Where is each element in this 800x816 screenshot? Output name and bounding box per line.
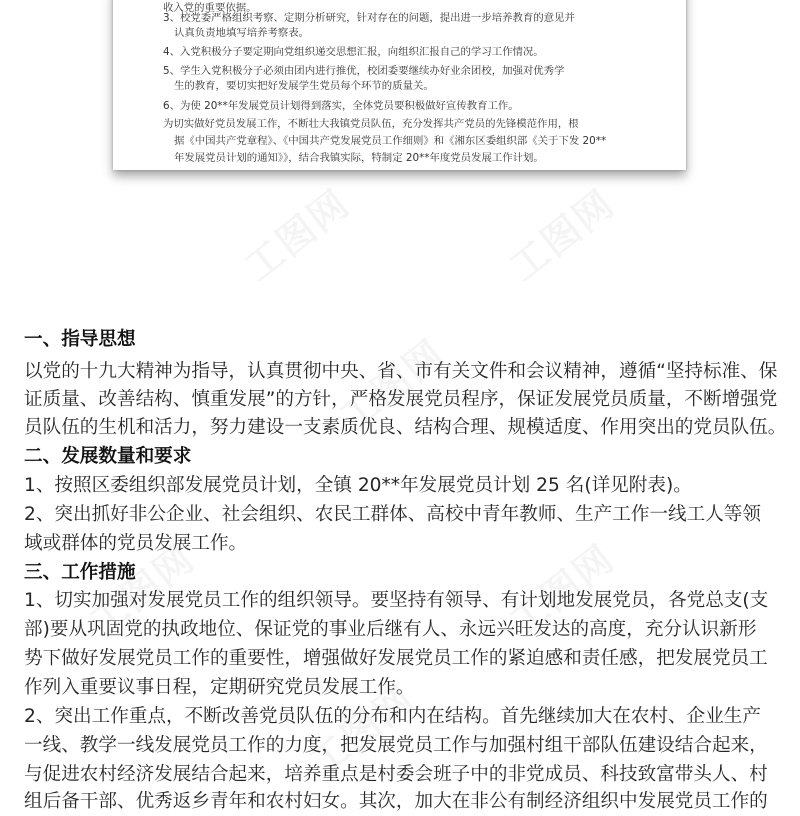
paragraph-line: 以党的十九大精神为指导，认真贯彻中央、省、市有关文件和会议精神，遵循“坚持标准、保 bbox=[24, 361, 778, 382]
paragraph-line: 一线、教学一线发展党员工作的力度，把发展党员工作与加强村组干部队伍建设结合起来， bbox=[24, 735, 768, 756]
section-heading: 二、发展数量和要求 bbox=[24, 446, 192, 467]
paragraph-line: 部)要从巩固党的执政地位、保证党的事业后继有人、永远兴旺发达的高度，充分认识新形 bbox=[24, 619, 757, 640]
paragraph-line: 组后备干部、优秀返乡青年和农村妇女。其次，加大在非公有制经济组织中发展党员工作的 bbox=[24, 791, 768, 812]
preview-line: 3、校党委严格组织考察、定期分析研究，针对存在的问题，提出进一步培养教育的意见并 bbox=[163, 12, 575, 24]
section-heading: 三、工作措施 bbox=[24, 562, 136, 583]
preview-line: 收入党的重要依据。 bbox=[163, 2, 257, 14]
preview-line: 认真负责地填写培养考察表。 bbox=[174, 27, 310, 39]
paragraph-line: 2、突出抓好非公企业、社会组织、农民工群体、高校中青年教师、生产工作一线工人等领 bbox=[24, 504, 761, 525]
preview-line: 为切实做好党员发展工作，不断壮大我镇党员队伍，充分发挥共产党员的先锋模范作用，根 bbox=[163, 118, 579, 130]
preview-line: 据《中国共产党章程》、《中国共产党发展党员工作细则》和《湘东区委组织部《关于下发 20** bbox=[174, 135, 607, 147]
paragraph-line: 证质量、改善结构、慎重发展”的方针，严格发展党员程序，保证发展党员质量，不断增强党 bbox=[24, 389, 778, 410]
preview-line: 5、学生入党积极分子必须由团内进行推优，校团委要继续办好业余团校，加强对优秀学 bbox=[163, 65, 565, 77]
paragraph-line: 1、切实加强对发展党员工作的组织领导。要坚持有领导、有计划地发展党员，各党总支(支 bbox=[24, 590, 769, 611]
paragraph-line: 域或群体的党员发展工作。 bbox=[24, 533, 248, 554]
paragraph-line: 员队伍的生机和活力，努力建设一支素质优良、结构合理、规模适度、作用突出的党员队伍。 bbox=[24, 417, 787, 438]
section-heading: 一、指导思想 bbox=[24, 329, 136, 350]
watermark bbox=[231, 174, 359, 291]
watermark bbox=[496, 174, 624, 291]
paragraph-line: 与促进农村经济发展结合起来，培养重点是村委会班子中的非党成员、科技致富带头人、村 bbox=[24, 764, 768, 785]
preview-line: 6、为使 20**年发展党员计划得到落实，全体党员要积极做好宣传教育工作。 bbox=[163, 100, 519, 112]
preview-line: 4、入党积极分子要定期向党组织递交思想汇报，向组织汇报自己的学习工作情况。 bbox=[163, 46, 544, 58]
preview-line: 生的教育，要切实把好发展学生党员每个环节的质量关。 bbox=[174, 80, 434, 92]
paragraph-line: 2、突出工作重点，不断改善党员队伍的分布和内在结构。首先继续加大在农村、企业生产 bbox=[24, 706, 761, 727]
paragraph-line: 势下做好发展党员工作的重要性，增强做好发展党员工作的紧迫感和责任感，把发展党员工 bbox=[24, 648, 768, 669]
preview-line: 年发展党员计划的通知》》，结合我镇实际，特制定 20**年度党员发展工作计划。 bbox=[174, 152, 544, 164]
paragraph-line: 1、按照区委组织部发展党员计划，全镇 20**年发展党员计划 25 名(详见附表)。 bbox=[24, 475, 692, 496]
document-preview-card bbox=[113, 0, 686, 170]
paragraph-line: 作列入重要议事日程，定期研究党员发展工作。 bbox=[24, 677, 415, 698]
